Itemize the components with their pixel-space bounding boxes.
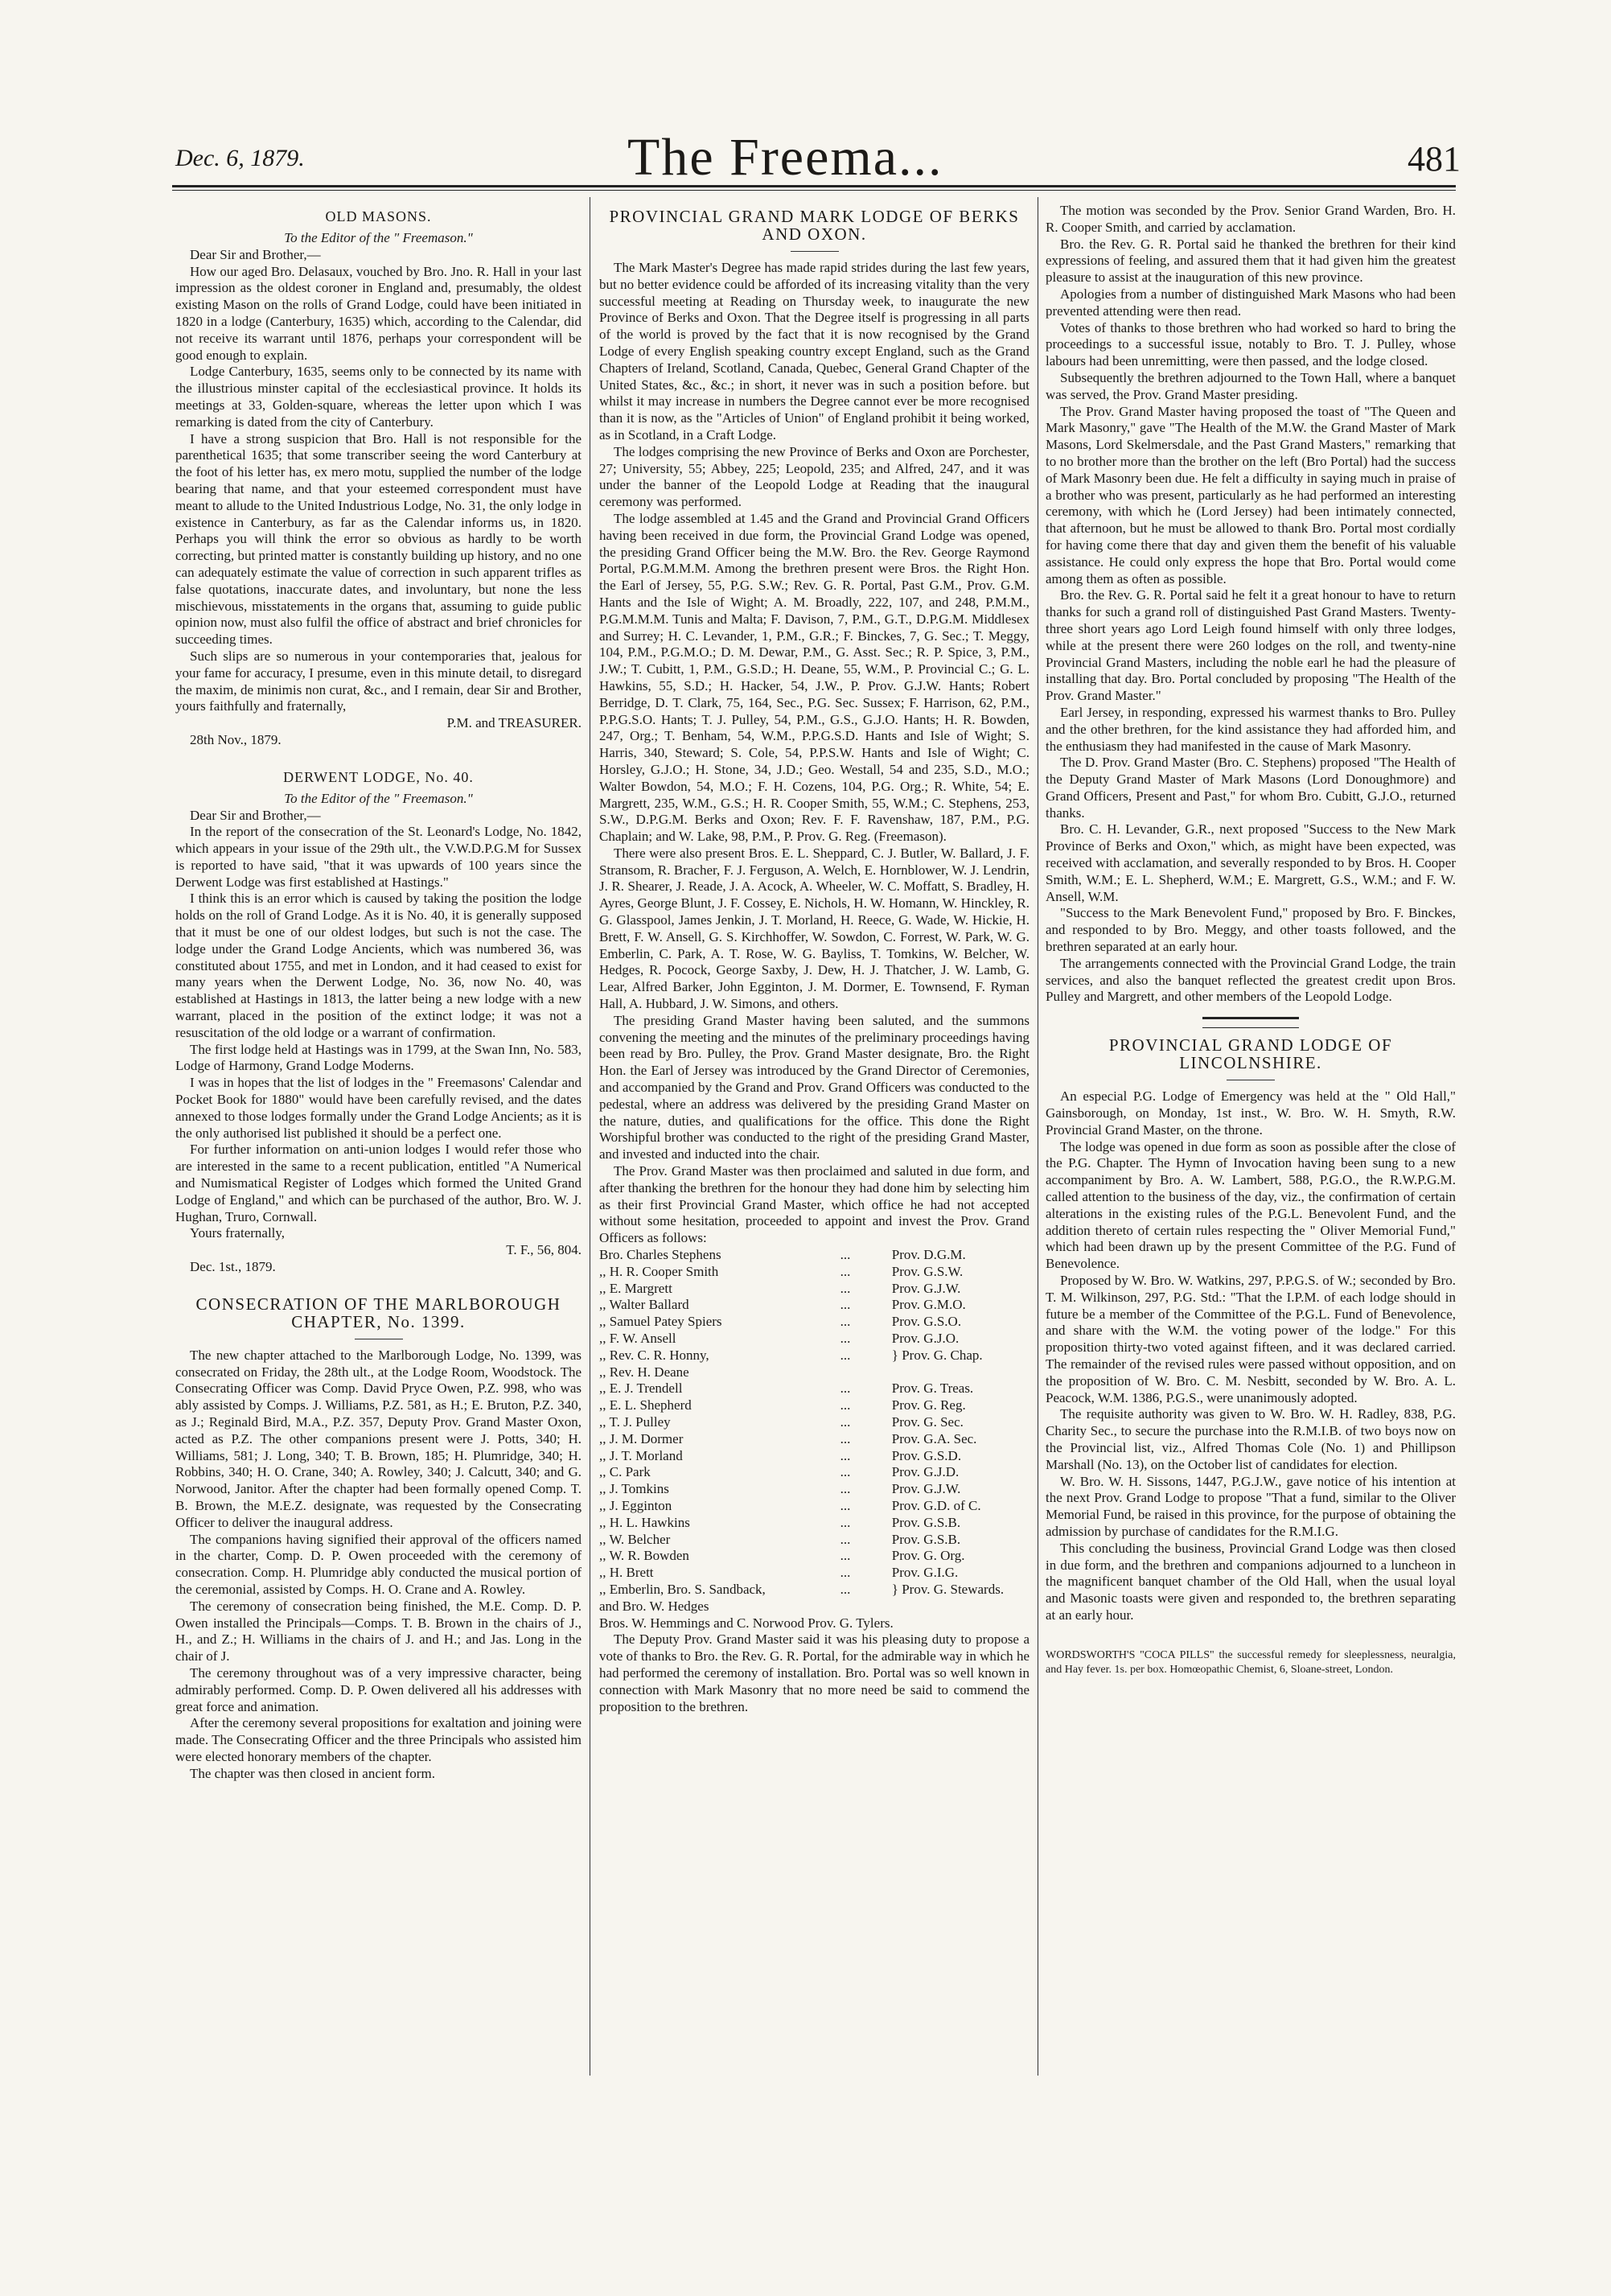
- leader-dots: ...: [840, 1581, 851, 1597]
- officer-row: [599, 1599, 1029, 1615]
- leader-dots: ...: [840, 1397, 851, 1413]
- officer-office: Prov. G.S.B.: [891, 1514, 961, 1530]
- paragraph: Votes of thanks to those brethren who had worked so hard to bring the proceedings to a successful issue, notably to Bro. T. J. Pulley, whose labours had been unremitting, were then passed, and the lodge closed.: [1046, 319, 1456, 369]
- leader-dots: ...: [840, 1297, 851, 1313]
- paragraph: The chapter was then closed in ancient form.: [190, 1765, 435, 1781]
- officer-name: Bro. Charles Stephens: [599, 1247, 721, 1263]
- article-title: PROVINCIAL GRAND MARK LODGE OF BERKS AND OXON.: [609, 207, 1020, 244]
- paragraph: The D. Prov. Grand Master (Bro. C. Stephens) proposed "The Health of the Deputy Grand Master of Mark Masons (Lord Donoughmore) and Grand Officers, Present and Past," for whom Bro. Cubitt, G.J.O., returned thanks.: [1046, 755, 1456, 821]
- paragraph: Bro. the Rev. G. R. Portal said he felt it a great honour to have to return thanks for such a grand roll of distinguished Past Grand Masters. Twenty-three short years ago Lord Leigh found himself with only three lodges, while at the present there were 260 lodges on the roll, and twenty-nine Provincial Grand Masters, including the noble earl he had the pleasure of installing that day. Bro. Portal concluded by proposing "The Health of the Prov. Grand Master.": [1046, 587, 1456, 704]
- officer-office: Prov. G.S.W.: [891, 1263, 964, 1279]
- leader-dots: ...: [840, 1430, 851, 1446]
- officer-row: [599, 1281, 1029, 1298]
- officer-row: [599, 1297, 1029, 1314]
- leader-dots: ...: [840, 1263, 851, 1279]
- officer-row: [599, 1448, 1029, 1465]
- paragraph: The requisite authority was given to W. Bro. W. H. Radley, 838, P.G. Charity Sec., to secure the purchase into the R.M.I.B. of two boys now on the Provincial list, viz., Alfred Thomas Cole (No. 1) and Phillipson Marshall (No. 13), on the October list of candidates for election.: [1046, 1406, 1456, 1472]
- officer-name: ,, Walter Ballard: [599, 1297, 689, 1313]
- officer-row: [599, 1380, 1029, 1397]
- header-rule: [172, 185, 1456, 187]
- paragraph: The motion was seconded by the Prov. Senior Grand Warden, Bro. H. R. Cooper Smith, and carried by acclamation.: [1046, 203, 1456, 235]
- officer-name: ,, W. Belcher: [599, 1531, 671, 1547]
- officer-name: ,, E. L. Shepherd: [599, 1397, 692, 1413]
- officer-office: Prov. G.S.D.: [891, 1447, 962, 1463]
- paragraph: "Success to the Mark Benevolent Fund," proposed by Bro. F. Binckes, and responded to by Bro. Meggy, and other toasts followed, and the brethren separated at an early hour.: [1046, 905, 1456, 955]
- leader-dots: ...: [840, 1413, 851, 1430]
- paragraph: I was in hopes that the list of lodges in the " Freemasons' Calendar and Pocket Book for 1880" would have been carefully revised, and the dates annexed to those lodges formally under the Grand Lodge Ancients; as it is the only authorised list published it should be a perfect one.: [175, 1075, 582, 1141]
- officer-name: ,, J. T. Morland: [599, 1447, 683, 1463]
- officer-name: ,, J. M. Dormer: [599, 1430, 684, 1446]
- leader-dots: [840, 1599, 892, 1615]
- officer-row: [599, 1314, 1029, 1331]
- leader-dots: ...: [840, 1331, 851, 1346]
- officer-name: ,, Samuel Patey Spiers: [599, 1314, 722, 1330]
- masthead-title: The Freema...: [627, 128, 943, 187]
- officer-office: Prov. G.I.G.: [891, 1565, 959, 1581]
- article-title: DERWENT LODGE, No. 40.: [283, 768, 474, 785]
- paragraph: In the report of the consecration of the St. Leonard's Lodge, No. 1842, which appears in your issue of the 29th ult., the V.W.D.P.G.M for Sussex is reported to have said, "that it was upwards of 100 years since the Derwent Lodge was first established at Hastings.": [175, 824, 582, 890]
- officer-row: [599, 1515, 1029, 1532]
- paragraph: The new chapter attached to the Marlborough Lodge, No. 1399, was consecrated on Friday, the 28th ult., at the Lodge Room, Woodstock. The Consecrating Officer was Comp. David Pryce Owen, P.Z. 998, who was ably assisted by Comps. J. Williams, P.Z. 581, as H.; E. Bruton, P.Z. 340, as J.; Reginald Bird, M.A., P.Z. 357, Deputy Prov. Grand Master Oxon, acted as P.Z. The other companions present were J. Potts, 340; H. Williams, 581; J. Long, 340; T. B. Brown, 185; H. Plumridge, 340; H. Robbins, 340; H. O. Crane, 340; A. Rowley, 340; J. Calcutt, 340; and G. Norwood, Janitor. After the chapter had been formally opened Comp. T. B. Brown, the M.E.Z. designate, was requested by the Consecrating Officer to deliver the inaugural address.: [175, 1347, 582, 1530]
- paragraph: The first lodge held at Hastings was in 1799, at the Swan Inn, No. 583, Lodge of Harmony, Grand Lodge Moderns.: [175, 1041, 582, 1074]
- officer-row: [599, 1331, 1029, 1348]
- paragraph: How our aged Bro. Delasaux, vouched by Bro. Jno. R. Hall in your last impression as the oldest coroner in England and, presumably, the oldest existing Mason on the rolls of Grand Lodge, could have been initiated in 1820 in a lodge (Canterbury, 1635) which, according to the Calendar, did not receive its warrant until 1876, perhaps your correspondent will be good enough to explain.: [175, 263, 582, 363]
- officer-row: [599, 1548, 1029, 1565]
- officer-row: [599, 1481, 1029, 1498]
- paragraph: W. Bro. W. H. Sissons, 1447, P.G.J.W., gave notice of his intention at the next Prov. Grand Lodge to propose "That a fund, similar to the Oliver Memorial Fund, be raised in this province, for the purpose of obtaining the admission by purchase of candidates for the R.M.I.G.: [1046, 1473, 1456, 1539]
- leader-dots: ...: [840, 1447, 851, 1463]
- leader-dots: ...: [840, 1481, 851, 1497]
- paragraph: There were also present Bros. E. L. Sheppard, C. J. Butler, W. Ballard, J. F. Stransom, R. Bracher, F. J. Ferguson, A. Welch, E. Hornblower, W. J. Lendrin, J. R. Shearer, J. Reade, J. A. Acock, A. Wheeler, W. C. Moffatt, S. Bradley, H. Ayres, George Blunt, J. F. Cossey, E. Nichols, H. W. Homann, W. Hinckley, R. G. Glasspool, James Jenkin, J. T. Morland, H. Reece, G. Wade, W. Hickie, H. Brett, F. W. Ansell, G. S. Kirchhoffer, W. Sowdon, C. Forrest, W. Park, W. G. Emberlin, C. Park, A. T. Rose, W. G. Bayliss, T. Tomkins, W. Belcher, W. Hedges, R. Pocock, George Saxby, J. Dew, H. J. Thatcher, J. W. Lamb, G. Lear, Alfred Barker, John Egginton, J. M. Dormer, E. Townsend, F. Ryman Hall, A. Hubbard, J. W. Simons, and others.: [599, 845, 1029, 1012]
- paragraph: Bro. C. H. Levander, G.R., next proposed "Success to the New Mark Province of Berks and Oxon," which, as might have been expected, was received with acclamation, and severally responded to by Bros. H. Cooper Smith, W.M.; E. L. Shepherd, W.M.; E. Margrett, G.S., W.M.; and F. W. Ansell, W.M.: [1046, 821, 1456, 904]
- officer-office: [892, 1599, 1029, 1615]
- officer-row: [599, 1498, 1029, 1515]
- paragraph: The Deputy Prov. Grand Master said it was his pleasing duty to propose a vote of thanks to Bro. the Rev. G. R. Portal, for the admirable way in which he had performed the ceremony of installation. Bro. Portal was so well known in connection with Mark Masonry that no more need be said to commend the proposition to the brethren.: [599, 1631, 1029, 1714]
- officer-row: [599, 1264, 1029, 1281]
- paragraph: The ceremony throughout was of a very impressive character, being admirably performed. Comp. D. P. Owen delivered all his addresses with great force and animation.: [175, 1664, 582, 1714]
- officer-name: ,, C. Park: [599, 1464, 651, 1480]
- officers-table: [599, 1247, 1029, 1615]
- officer-name: ,, E. Margrett: [599, 1280, 672, 1296]
- paragraph: Such slips are so numerous in your contemporaries that, jealous for your fame for accuracy, I presume, even in this minute detail, to disregard the maxim, de minimis non curat, &c., and I remain, dear Sir and Brother, yours faithfully and fraternally,: [175, 648, 582, 714]
- letter-signature: P.M. and TREASURER.: [446, 715, 582, 731]
- article-title: OLD MASONS.: [325, 208, 432, 224]
- officer-name: and Bro. W. Hedges: [599, 1598, 709, 1614]
- officer-name: ,, T. J. Pulley: [599, 1413, 671, 1430]
- paragraph: Subsequently the brethren adjourned to the Town Hall, where a banquet was served, the Prov. Grand Master presiding.: [1046, 369, 1456, 402]
- leader-dots: ...: [840, 1531, 851, 1547]
- paragraph: Apologies from a number of distinguished Mark Masons who had been prevented attending were then read.: [1046, 286, 1456, 319]
- officer-office: [892, 1364, 1029, 1381]
- paragraph: The lodge assembled at 1.45 and the Grand and Provincial Grand Officers having been received in due form, the Provincial Grand Lodge was opened, the presiding Grand Officer being the M.W. Bro. the Rev. George Raymond Portal, P.G.M.M.M. Among the brethren present were Bros. the Right Hon. the Earl of Jersey, 55, P.G. S.W.; Rev. G. R. Portal, Past G.M., Prov. G.M. Hants and the Isle of Wight; A. M. Broadly, 222, 107, and 248, P.M.M., P.G.M.M.M. Tunis and Malta; F. Davison, 7, P.M., G.T., D.P.G.M. Middlesex and Surrey; H. C. Levander, 1, P.M., G.R.; F. Binckes, 7, G. Sec.; T. Meggy, 104, P.M., P.G.M.O.; D. M. Dewar, P.M., G. Asst. Sec.; R. P. Spice, 3, P.M., J.W.; T. Cubitt, 1, P.M., G.S.D.; H. Deane, 55, W.M., P. Provincial C.; G. L. Hawkins, 55, S.D.; H. Hacker, 54, J.W., P. Prov. G.J.W. Hants; Robert Berridge, D. T. Clark, 75, 164, Sec., P.G. Sec. Sussex; F. Harrison, 62, P.M., P.P.G.S.O. Hants; T. J. Pulley, 54, P.M., G.S., G.J.O. Hants; H. R. Bowden, 247, Org.; T. Benham, 54, W.M., P.P.G.S.D. Hants and Isle of Wight; S. Harris, 340, Steward; S. Cole, 54, P.P.S.W. Hants and Isle of Wight; C. Horsley, G.J.O.; H. Stone, 34, J.D.; Geo. Westall, 54 and 235, S.D., M.O.; Walter Bowdon, 54, M.O.; F. H. Cozens, 104, P.G. Org.; R. White, 54; E. Margrett, 235, W.M., G.S.; H. R. Cooper Smith, 55, W.M.; C. Stephens, 253, S.W., D.P.G.M. Berks and Oxon; Rev. F. F. Ravenshaw, 187, P.M., P.G. Chaplain; and W. Lake, 98, P.M., P. Prov. G. Reg. (Freemason).: [599, 510, 1029, 845]
- paragraph: The ceremony of consecration being finished, the M.E. Comp. D. P. Owen installed the Principals—Comps. T. B. Brown in the chairs of J., H., and Z.; H. Williams in the chairs of J. and H.; and Jas. Long in the chair of J.: [175, 1598, 582, 1664]
- leader-dots: [840, 1364, 892, 1381]
- officer-row: [599, 1431, 1029, 1448]
- officer-row: [599, 1582, 1029, 1599]
- paragraph: Earl Jersey, in responding, expressed his warmest thanks to Bro. Pulley and the other brethren, for the kind assistance they had afforded him, and the enthusiasm they had manifested in the cause of Mark Masonry.: [1046, 704, 1456, 754]
- officer-name: ,, Rev. H. Deane: [599, 1364, 689, 1380]
- officer-name: ,, E. J. Trendell: [599, 1380, 683, 1397]
- leader-dots: ...: [840, 1548, 851, 1564]
- leader-dots: ...: [840, 1514, 851, 1530]
- column-left: [175, 203, 582, 1783]
- officer-office: Prov. G.S.O.: [891, 1314, 962, 1330]
- paragraph: Lodge Canterbury, 1635, seems only to be connected by its name with the illustrious minster capital of the ecclesiastical province. It holds its meetings at 33, Golden-square, whereas the letter upon which I was remarking is dated from the city of Canterbury.: [175, 364, 582, 430]
- officer-row: [599, 1414, 1029, 1431]
- column-middle: [599, 203, 1029, 1715]
- officer-row: [599, 1532, 1029, 1549]
- paragraph: After the ceremony several propositions for exaltation and joining were made. The Consecrating Officer and the three Principals who assisted him were elected honorary members of the chapter.: [175, 1715, 582, 1764]
- officer-row: [599, 1364, 1029, 1381]
- leader-dots: ...: [840, 1497, 851, 1513]
- officer-office: } Prov. G. Chap.: [891, 1347, 983, 1363]
- officer-name: ,, H. L. Hawkins: [599, 1514, 690, 1530]
- paragraph: Bro. the Rev. G. R. Portal said he thanked the brethren for their kind expressions of feeling, and assured them that it had given him the greatest pleasure to assist at the inauguration of this new province.: [1046, 236, 1456, 286]
- paragraph: I think this is an error which is caused by taking the position the lodge holds on the roll of Grand Lodge. As it is No. 40, it is generally supposed that it must be one of our oldest lodges, but such is not the case. The lodge under the Grand Lodge Ancients, which was numbered 36, was constituted about 1755, and met in London, and it had ceased to exist for many years when the Derwent Lodge, No. 36, now No. 40, was established at Hastings in 1813, the latter being a new lodge with a new warrant, placed in the position of the extinct lodge; it was not a resuscitation of the old lodge or a warrant of confirmation.: [175, 891, 582, 1040]
- officer-office: Prov. D.G.M.: [891, 1247, 966, 1263]
- article-title: PROVINCIAL GRAND LODGE OF LINCOLNSHIRE.: [1108, 1035, 1393, 1073]
- leader-dots: ...: [840, 1565, 851, 1581]
- letter-addressee: To the Editor of the " Freemason.": [284, 230, 473, 245]
- letter-date: 28th Nov., 1879.: [190, 731, 282, 747]
- officer-office: Prov. G.J.O.: [891, 1331, 960, 1346]
- officer-office: Prov. G. Org.: [891, 1548, 965, 1564]
- paragraph: An especial P.G. Lodge of Emergency was held at the " Old Hall," Gainsborough, on Monday, 1st inst., W. Bro. W. H. Smyth, R.W. Provincial Grand Master, on the throne.: [1046, 1088, 1456, 1138]
- issue-date: Dec. 6, 1879.: [175, 145, 305, 171]
- paragraph: The Prov. Grand Master having proposed the toast of "The Queen and Mark Masonry," gave "The Health of the M.W. the Grand Master of Mark Masons, Lord Skelmersdale, and the Past Grand Masters," remarking that to no brother more than the brother on the left (Bro Portal) had the success of Mark Masonry been due. He felt a difficulty in saying much in praise of a brother who was present, particularly as he had performed an interesting ceremony, with which he (Lord Jersey) had been intimately connected, that afternoon, but he must be allowed to thank Bro. Portal most cordially for having come there that day and given them the benefit of his valuable assistance. He could only express the hope that Bro. Portal would come among them as often as possible.: [1046, 403, 1456, 586]
- officer-name: ,, F. W. Ansell: [599, 1331, 676, 1346]
- article-title: CONSECRATION OF THE MARLBOROUGH CHAPTER, No. 1399.: [195, 1294, 561, 1331]
- paragraph: Proposed by W. Bro. W. Watkins, 297, P.P.G.S. of W.; seconded by Bro. T. M. Wilkinson, 297, P.G. Std.: "That the I.P.M. of each lodge should in future be a member of the Committee of the P.G.L. Fund of Benevolence, and share with the W.M. the voting power of the lodge." For this proposition thirty-two voted against fifteen, and it was declared carried. The remainder of the revised rules were passed without opposition, and on the proposition of W. Bro. C. M. Nesbitt, seconded by W. Bro. A. L. Peacock, W.M. 1386, P.G.S., were unanimously adopted.: [1046, 1273, 1456, 1405]
- paragraph: The arrangements connected with the Provincial Grand Lodge, the train services, and also the banquet reflected the greatest credit upon Bros. Pulley and Margrett, and other members of the Leopold Lodge.: [1046, 955, 1456, 1005]
- officer-name: ,, H. R. Cooper Smith: [599, 1263, 719, 1279]
- paragraph: The lodges comprising the new Province of Berks and Oxon are Porchester, 27; University, 55; Abbey, 225; Leopold, 235; and Alfred, 247, and it was under the banner of the Leopold Lodge at Reading that the inaugural ceremony was performed.: [599, 443, 1029, 510]
- officer-name: ,, Emberlin, Bro. S. Sandback,: [599, 1581, 766, 1597]
- leader-dots: ...: [840, 1247, 851, 1263]
- page-number: 481: [1408, 139, 1461, 179]
- paragraph: I have a strong suspicion that Bro. Hall is not responsible for the parenthetical 1635; that some transcriber seeing the word Canterbury at the foot of his letter has, ex mero motu, supplied the number of the lodge bearing that name, and that your esteemed correspondent must have meant to allude to the United Industrious Lodge, No. 31, the only lodge in existence in Canterbury, as far as the Calendar informs us, in 1820. Perhaps you will think the error so obvious as hardly to be worth correcting, but printed matter is constantly building up history, and no one can adequately estimate the value of correction in such apparent trifles as false quotations, inaccurate dates, and involuntary, but none the less mischievous, misstatements in the organs that, assuming to guide public opinion now, must also fulfil the office of abstract and brief chronicles for succeeding times.: [175, 430, 582, 648]
- paragraph: For further information on anti-union lodges I would refer those who are interested in the same to a recent publication, entitled "A Numerical and Numismatical Register of Lodges which formed the United Grand Lodge of England," and which can be purchased of the author, Bro. W. J. Hughan, Truro, Cornwall.: [175, 1142, 582, 1224]
- leader-dots: ...: [840, 1314, 851, 1330]
- letter-addressee: To the Editor of the " Freemason.": [284, 790, 473, 806]
- officer-office: Prov. G.J.D.: [891, 1464, 960, 1480]
- officer-name: ,, J. Egginton: [599, 1497, 672, 1513]
- leader-dots: ...: [840, 1464, 851, 1480]
- leader-dots: ...: [840, 1280, 851, 1296]
- officer-office: Prov. G.S.B.: [891, 1531, 961, 1547]
- officer-office: Prov. G. Treas.: [891, 1380, 974, 1397]
- letter-salutation: Dear Sir and Brother,—: [190, 807, 321, 823]
- officer-office: Prov. G.M.O.: [891, 1297, 966, 1313]
- leader-dots: ...: [840, 1347, 851, 1363]
- officer-office: Prov. G.A. Sec.: [891, 1430, 977, 1446]
- officer-office: Prov. G.J.W.: [891, 1481, 961, 1497]
- officer-row: [599, 1464, 1029, 1481]
- officer-office: Prov. G.J.W.: [891, 1280, 961, 1296]
- officer-row: [599, 1397, 1029, 1414]
- letter-salutation: Dear Sir and Brother,—: [190, 246, 321, 262]
- paragraph: The presiding Grand Master having been saluted, and the summons convening the meeting and the minutes of the preliminary proceedings having been read by Bro. Pulley, the Prov. Grand Master designate, Bro. the Right Hon. the Earl of Jersey was introduced by the Grand Director of Ceremonies, and accompanied by the Grand and Prov. Grand Officers was conducted to the pedestal, where an address was delivered by the presiding Grand Master on the nature, duties, and qualifications for the office. This done the Right Worshipful brother was conducted to the right of the presiding Grand Master, and invested and inducted into the chair.: [599, 1012, 1029, 1162]
- column-right: [1046, 203, 1456, 1677]
- title-rule: [791, 251, 839, 252]
- officer-name: ,, J. Tomkins: [599, 1481, 669, 1497]
- officer-office: Prov. G. Reg.: [891, 1397, 966, 1413]
- officer-name: ,, Rev. C. R. Honny,: [599, 1347, 709, 1363]
- section-ornament: [1202, 1017, 1299, 1028]
- officer-row: [599, 1565, 1029, 1582]
- paragraph: The Prov. Grand Master was then proclaimed and saluted in due form, and after thanking the brethren for the honour they had done him by selecting him as their first Provincial Grand Master, which office he had not accepted without some hesitation, proceeded to appoint and invest the Prov. Grand Officers as follows:: [599, 1163, 1029, 1246]
- paragraph: The lodge was opened in due form as soon as possible after the close of the P.G. Chapter. The Hymn of Invocation having been sung to a new accompaniment by Bro. A. W. Lambert, 588, P.G.O., the R.W.P.G.M. called attention to the business of the day, viz., the confirmation of certain alterations in the existing rules of the P.G.L. Benevolent Fund, and the addition thereto of certain rules respecting the " Oliver Memorial Fund," which had been drawn up by the present Committee of the P.G. Fund of Benevolence.: [1046, 1138, 1456, 1272]
- paragraph: The companions having signified their approval of the officers named in the charter, Comp. D. P. Owen proceeded with the ceremony of consecration. Comp. H. Plumridge ably conducted the musical portion of the ceremonial, assisted by Comps. H. O. Crane and A. Rowley.: [175, 1531, 582, 1597]
- letter-date: Dec. 1st., 1879.: [190, 1259, 276, 1275]
- header-rule-thin: [172, 190, 1456, 191]
- officer-row: [599, 1348, 1029, 1364]
- tylers-line: Bros. W. Hemmings and C. Norwood Prov. G. Tylers.: [599, 1615, 894, 1631]
- letter-closing: Yours fraternally,: [190, 1225, 286, 1241]
- letter-signature: T. F., 56, 804.: [506, 1242, 582, 1258]
- officer-office: } Prov. G. Stewards.: [891, 1581, 1005, 1597]
- officer-row: [599, 1247, 1029, 1264]
- officer-name: ,, W. R. Bowden: [599, 1548, 689, 1564]
- officer-office: Prov. G.D. of C.: [891, 1497, 981, 1513]
- paragraph: The Mark Master's Degree has made rapid strides during the last few years, but no better evidence could be afforded of its increasing vitality than the very successful meeting at Reading on Thursday week, to inaugurate the new Province of Berks and Oxon. That the Degree itself is progressing in all parts of the world is proved by the fact that it is now recognised by the Grand Lodge of every English speaking country except England, such as the Grand Chapters of Ireland, Scotland, Canada, Quebec, General Grand Chapter of the United States, &c., &c.; in short, it never was in such a position before. but whilst it may increase in numbers the Degree cannot ever be more recognised than it is now, as the "Articles of Union" of England prohibit it being worked, as in Scotland, in a Craft Lodge.: [599, 260, 1029, 442]
- advertisement: WORDSWORTH'S "COCA PILLS" the successful remedy for sleeplessness, neuralgia, and Hay fever. 1s. per box. Homœopathic Chemist, 6, Sloane-street, London.: [1046, 1648, 1456, 1676]
- officer-name: ,, H. Brett: [599, 1565, 654, 1581]
- paragraph: This concluding the business, Provincial Grand Lodge was then closed in due form, and the brethren and companions adjourned to a luncheon in the magnificent banquet chamber of the Old Hall, when the usual loyal and Masonic toasts were given and responded to, the brethren separating at an early hour.: [1046, 1540, 1456, 1623]
- officer-office: Prov. G. Sec.: [891, 1413, 964, 1430]
- leader-dots: ...: [840, 1380, 851, 1397]
